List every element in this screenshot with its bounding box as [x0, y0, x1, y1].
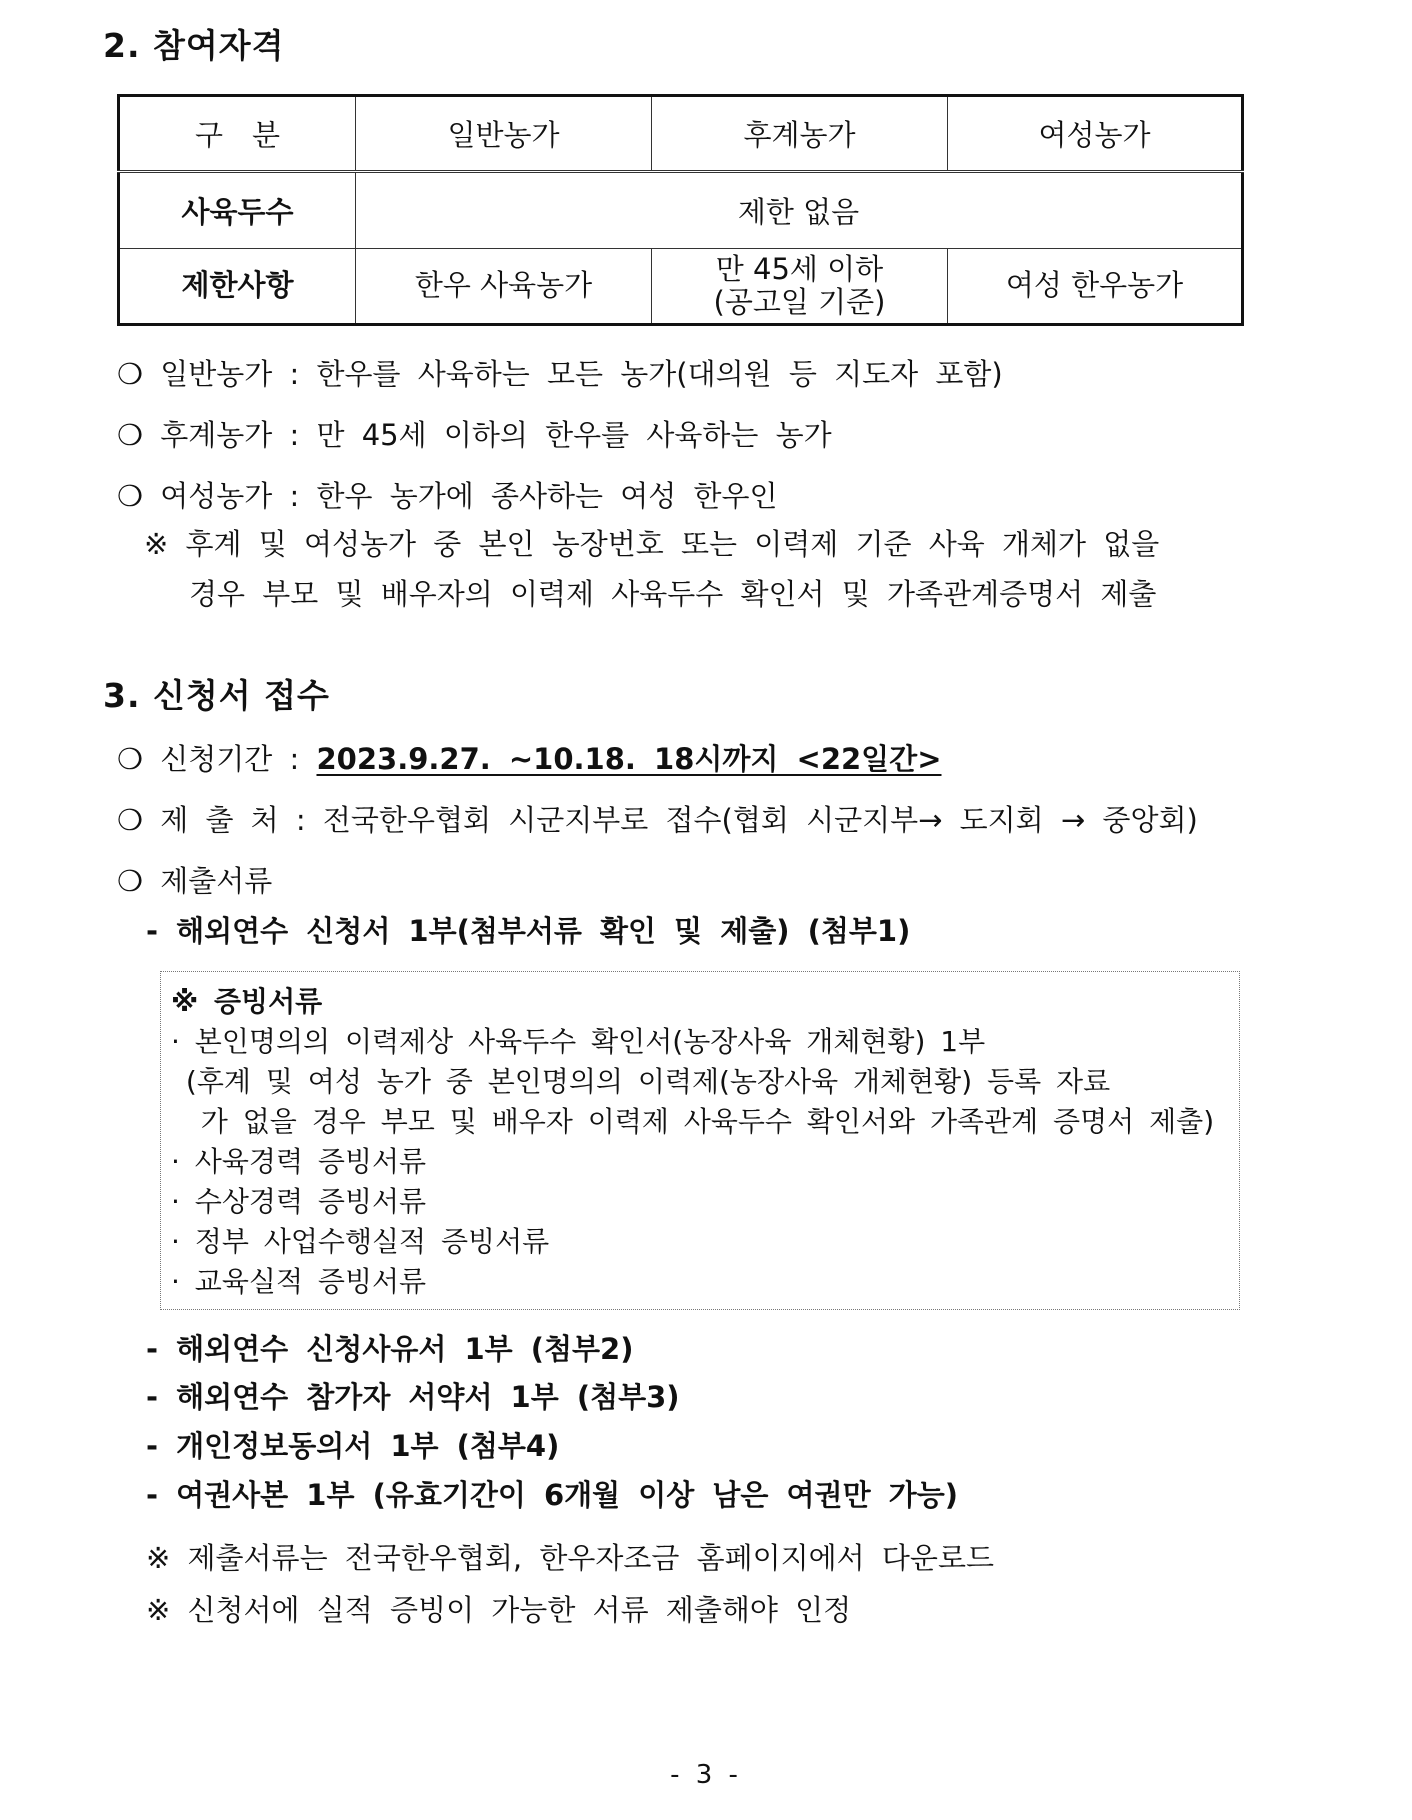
document-application-form: - 해외연수 신청서 1부(첨부서류 확인 및 제출) (첨부1) — [146, 914, 911, 948]
application-period — [117, 737, 942, 778]
table-row — [119, 172, 1243, 249]
row-label-restriction: 제한사항 — [119, 249, 356, 325]
restriction-successor-line2: (공고일 기준) — [713, 285, 886, 319]
restriction-successor — [652, 249, 948, 325]
bullet-female-farm: ❍ 여성농가 : 한우 농가에 종사하는 여성 한우인 — [117, 479, 778, 513]
row-label-head-count: 사육두수 — [119, 172, 356, 249]
restriction-general: 한우 사육농가 — [356, 249, 652, 325]
header-category: 구 분 — [119, 96, 356, 172]
evidence-documents-box — [160, 971, 1240, 1310]
header-female-farm: 여성농가 — [948, 96, 1243, 172]
table-header-row — [119, 96, 1243, 172]
document-passport-copy: - 여권사본 1부 (유효기간이 6개월 이상 남은 여권만 가능) — [146, 1478, 958, 1512]
download-note: ※ 제출서류는 전국한우협회, 한우자조금 홈페이지에서 다운로드 — [146, 1541, 994, 1575]
evidence-item: · 교육실적 증빙서류 — [171, 1265, 427, 1298]
eligibility-note-line1: ※ 후계 및 여성농가 중 본인 농장번호 또는 이력제 기준 사육 개체가 없을 — [144, 527, 1160, 561]
header-general-farm: 일반농가 — [356, 96, 652, 172]
document-reason-statement: - 해외연수 신청사유서 1부 (첨부2) — [146, 1332, 634, 1366]
evidence-box-title: ※ 증빙서류 — [171, 985, 323, 1018]
eligibility-table — [117, 94, 1244, 326]
head-count-value: 제한 없음 — [356, 172, 1243, 249]
evidence-item: · 수상경력 증빙서류 — [171, 1185, 427, 1218]
bullet-general-farm: ❍ 일반농가 : 한우를 사육하는 모든 농가(대의원 등 지도자 포함) — [117, 357, 1003, 391]
document-participant-pledge: - 해외연수 참가자 서약서 1부 (첨부3) — [146, 1380, 680, 1414]
evidence-item: · 본인명의의 이력제상 사육두수 확인서(농장사육 개체현황) 1부 — [171, 1025, 986, 1058]
application-period-label: ❍ 신청기간 : — [117, 742, 317, 776]
restriction-successor-line1: 만 45세 이하 — [715, 251, 884, 286]
bullet-successor-farm: ❍ 후계농가 : 만 45세 이하의 한우를 사육하는 농가 — [117, 418, 832, 452]
evidence-item: · 사육경력 증빙서류 — [171, 1145, 427, 1178]
evidence-item: · 정부 사업수행실적 증빙서류 — [171, 1225, 550, 1258]
section2-title: 2. 참여자격 — [103, 26, 285, 65]
table-row — [119, 249, 1243, 325]
evidence-item: (후계 및 여성 농가 중 본인명의의 이력제(농장사육 개체현황) 등록 자료 — [171, 1065, 1111, 1098]
restriction-female: 여성 한우농가 — [948, 249, 1243, 325]
page-number: - 3 - — [670, 1760, 742, 1790]
evidence-note: ※ 신청서에 실적 증빙이 가능한 서류 제출해야 인정 — [146, 1593, 852, 1627]
header-successor-farm: 후계농가 — [652, 96, 948, 172]
application-period-value: 2023.9.27. ~10.18. 18시까지 <22일간> — [316, 742, 942, 776]
eligibility-note-line2: 경우 부모 및 배우자의 이력제 사육두수 확인서 및 가족관계증명서 제출 — [189, 577, 1157, 611]
submission-place: ❍ 제 출 처 : 전국한우협회 시군지부로 접수(협회 시군지부→ 도지회 → 중앙회) — [117, 803, 1198, 837]
evidence-item: 가 없을 경우 부모 및 배우자 이력제 사육두수 확인서와 가족관계 증명서 제출) — [171, 1105, 1215, 1138]
required-documents-title: ❍ 제출서류 — [117, 864, 273, 898]
document-privacy-consent: - 개인정보동의서 1부 (첨부4) — [146, 1429, 560, 1463]
section3-title: 3. 신청서 접수 — [103, 676, 330, 715]
